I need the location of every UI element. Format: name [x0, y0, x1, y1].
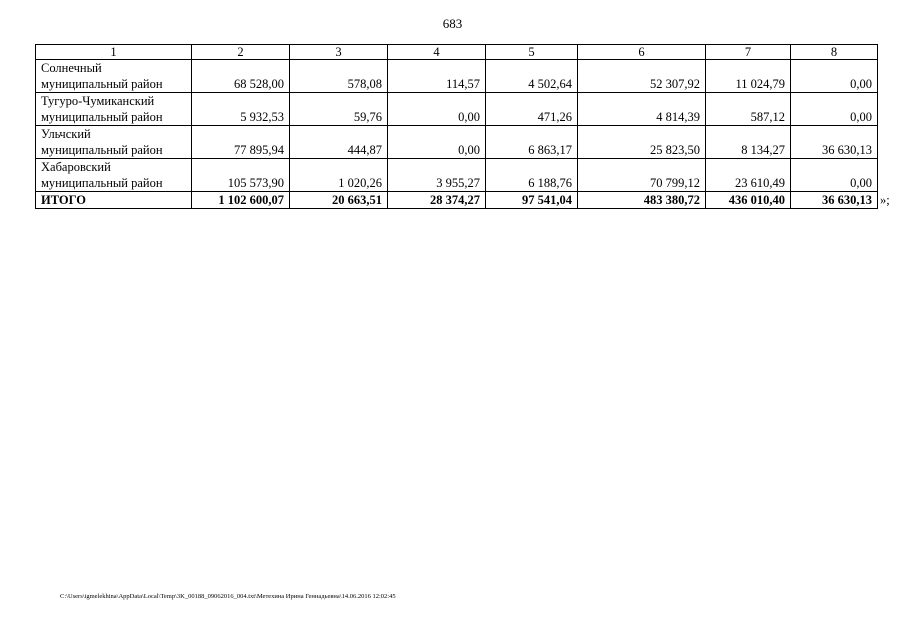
value-cell: 59,76 [290, 93, 388, 126]
value-cell: 11 024,79 [706, 60, 791, 93]
table-row [36, 60, 878, 93]
total-value-cell: 36 630,13 [791, 192, 878, 209]
column-header: 7 [706, 45, 791, 60]
column-header: 8 [791, 45, 878, 60]
value-cell: 77 895,94 [192, 126, 290, 159]
total-label: ИТОГО [36, 192, 192, 209]
district-name [36, 60, 192, 93]
total-value-cell: 20 663,51 [290, 192, 388, 209]
header-row [36, 45, 878, 60]
district-name-line: Тугуро-Чумиканский [41, 94, 155, 108]
value-cell: 4 814,39 [578, 93, 706, 126]
district-name-line: муниципальный район [41, 110, 163, 124]
district-name [36, 126, 192, 159]
district-name-line: муниципальный район [41, 77, 163, 91]
column-header: 6 [578, 45, 706, 60]
value-cell: 0,00 [791, 60, 878, 93]
budget-table [35, 44, 878, 209]
value-cell: 0,00 [388, 93, 486, 126]
total-row [36, 192, 878, 209]
value-cell: 587,12 [706, 93, 791, 126]
value-cell: 70 799,12 [578, 159, 706, 192]
district-name-line: Ульчский [41, 127, 91, 141]
value-cell: 6 188,76 [486, 159, 578, 192]
value-cell: 4 502,64 [486, 60, 578, 93]
value-cell: 105 573,90 [192, 159, 290, 192]
value-cell: 444,87 [290, 126, 388, 159]
total-value-cell: 1 102 600,07 [192, 192, 290, 209]
table-row [36, 126, 878, 159]
total-value-cell: 28 374,27 [388, 192, 486, 209]
page-number: 683 [442, 16, 463, 31]
closing-quote-mark: »; [880, 193, 890, 207]
value-cell: 1 020,26 [290, 159, 388, 192]
value-cell: 36 630,13 [791, 126, 878, 159]
district-name-line: муниципальный район [41, 143, 163, 157]
column-header: 3 [290, 45, 388, 60]
total-value-cell: 483 380,72 [578, 192, 706, 209]
value-cell: 471,26 [486, 93, 578, 126]
footer-file-path: C:\Users\igmelekhina\AppData\Local\Temp\3K_00188_09062016_004.txt\Метехина Ирина Геннадьевна\14.06.2016 12:02:45 [60, 593, 396, 600]
value-cell: 114,57 [388, 60, 486, 93]
value-cell: 0,00 [791, 93, 878, 126]
value-cell: 0,00 [388, 126, 486, 159]
value-cell: 52 307,92 [578, 60, 706, 93]
column-header: 4 [388, 45, 486, 60]
column-header: 5 [486, 45, 578, 60]
district-name-line: Хабаровский [41, 160, 111, 174]
column-header: 2 [192, 45, 290, 60]
value-cell: 25 823,50 [578, 126, 706, 159]
district-name-line: Солнечный [41, 61, 102, 75]
value-cell: 578,08 [290, 60, 388, 93]
total-value-cell: 436 010,40 [706, 192, 791, 209]
column-header: 1 [36, 45, 192, 60]
value-cell: 68 528,00 [192, 60, 290, 93]
value-cell: 3 955,27 [388, 159, 486, 192]
district-name [36, 159, 192, 192]
value-cell: 6 863,17 [486, 126, 578, 159]
value-cell: 8 134,27 [706, 126, 791, 159]
value-cell: 5 932,53 [192, 93, 290, 126]
value-cell: 23 610,49 [706, 159, 791, 192]
value-cell: 0,00 [791, 159, 878, 192]
table-row [36, 159, 878, 192]
table-row [36, 93, 878, 126]
district-name-line: муниципальный район [41, 176, 163, 190]
total-value-cell: 97 541,04 [486, 192, 578, 209]
district-name [36, 93, 192, 126]
